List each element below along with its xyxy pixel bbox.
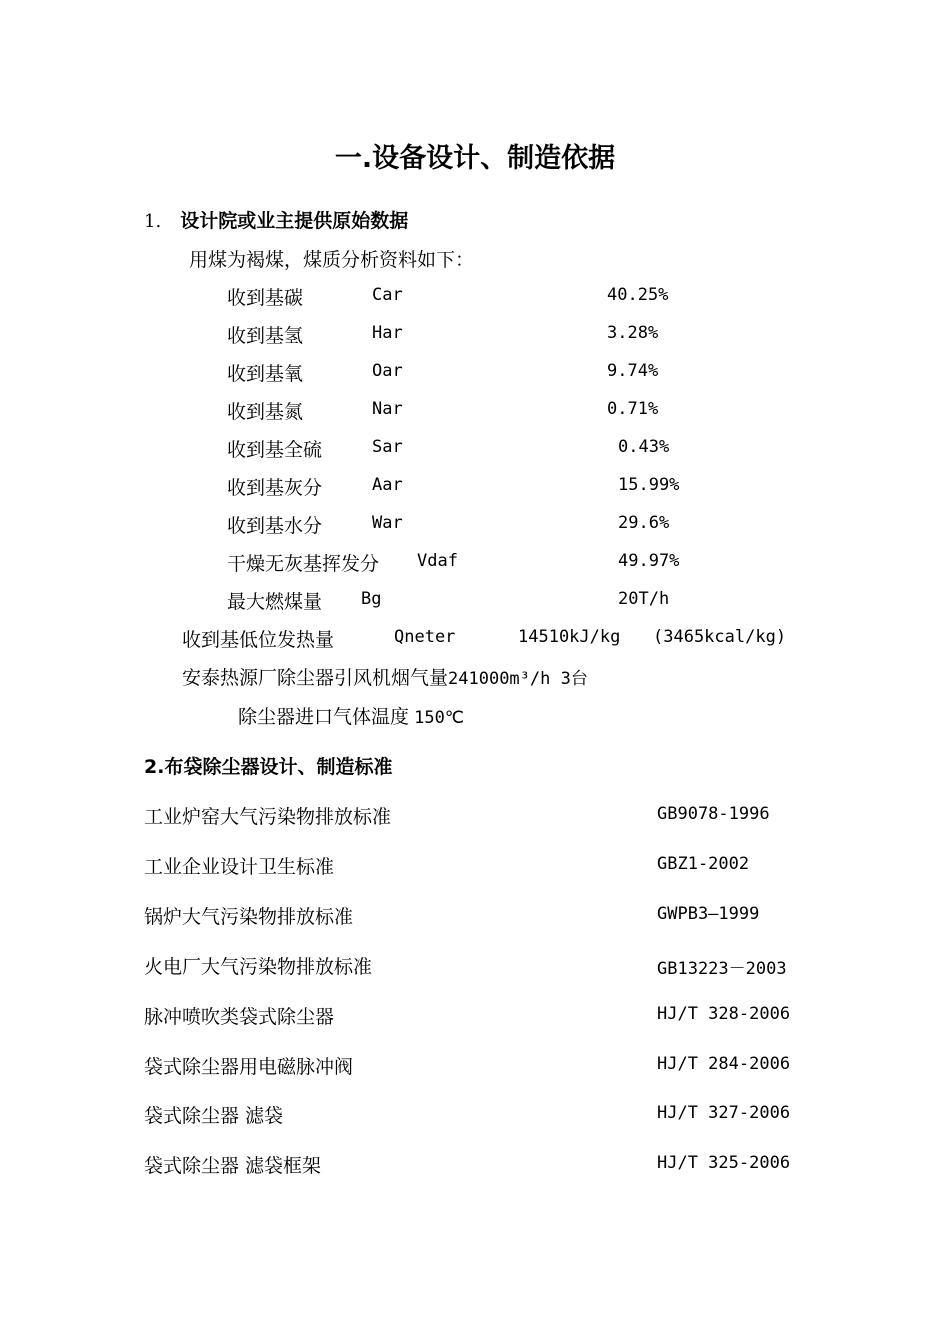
standard-code: HJ/T 328-2006 [657, 1004, 791, 1024]
standard-code: HJ/T 327-2006 [657, 1103, 791, 1123]
row-symbol: Car [372, 285, 403, 305]
row-value: 49.97% [618, 551, 680, 571]
standard-code: HJ/T 284-2006 [657, 1054, 791, 1074]
row-symbol: Oar [372, 361, 403, 381]
standard-name: 脉冲喷吹类袋式除尘器 [144, 1006, 335, 1028]
temp-line [238, 702, 464, 729]
fan-line [182, 663, 588, 690]
row-name: 收到基水分 [227, 515, 323, 537]
row-name: 收到基氧 [227, 363, 304, 385]
heat-symbol: Qneter [394, 627, 456, 647]
standard-code: GWPB3—1999 [657, 904, 760, 924]
row-name: 收到基碳 [227, 287, 304, 309]
page-title: 一.设备设计、制造依据 [334, 143, 616, 174]
row-symbol: Vdaf [417, 551, 458, 571]
heat-value: 14510kJ/kg [518, 627, 621, 647]
row-symbol: Sar [372, 437, 403, 457]
row-name: 收到基氮 [227, 401, 304, 423]
standard-code: GB13223－2003 [657, 959, 787, 979]
row-value: 15.99% [618, 475, 680, 495]
standard-name: 火电厂大气污染物排放标准 [144, 956, 373, 978]
row-symbol: War [372, 513, 403, 533]
row-value: 20T/h [618, 589, 670, 609]
row-value: 0.71% [607, 399, 659, 419]
row-value: 0.43% [618, 437, 670, 457]
standard-name: 袋式除尘器用电磁脉冲阀 [144, 1056, 354, 1078]
row-name: 收到基氢 [227, 325, 304, 347]
row-symbol: Aar [372, 475, 403, 495]
row-symbol: Bg [361, 589, 382, 609]
standard-name: 锅炉大气污染物排放标准 [144, 906, 354, 928]
standard-name: 工业炉窑大气污染物排放标准 [144, 806, 392, 828]
heat-alt-value: (3465kcal/kg) [653, 627, 787, 647]
temp-value: 150℃ [414, 708, 464, 728]
row-value: 29.6% [618, 513, 670, 533]
section2-heading: 2.布袋除尘器设计、制造标准 [144, 756, 393, 778]
temp-text: 除尘器进口气体温度 [238, 706, 410, 728]
coal-intro: 用煤为褐煤，煤质分析资料如下： [189, 249, 475, 271]
row-symbol: Har [372, 323, 403, 343]
standard-name: 工业企业设计卫生标准 [144, 856, 335, 878]
row-name: 收到基灰分 [227, 477, 323, 499]
row-name: 最大燃煤量 [227, 591, 323, 613]
section1-number: 1. [144, 211, 162, 232]
heat-name: 收到基低位发热量 [182, 629, 335, 651]
row-name: 干燥无灰基挥发分 [227, 553, 380, 575]
row-value: 3.28% [607, 323, 659, 343]
section1-heading: 设计院或业主提供原始数据 [180, 210, 409, 232]
fan-value: 241000m³/h 3台 [448, 669, 588, 689]
row-value: 9.74% [607, 361, 659, 381]
standard-code: GBZ1-2002 [657, 854, 750, 874]
section1-header [144, 206, 408, 233]
standard-name: 袋式除尘器 滤袋框架 [144, 1155, 322, 1177]
standard-name: 袋式除尘器 滤袋 [144, 1105, 284, 1127]
row-symbol: Nar [372, 399, 403, 419]
standard-code: HJ/T 325-2006 [657, 1153, 791, 1173]
standard-code: GB9078-1996 [657, 804, 770, 824]
fan-text: 安泰热源厂除尘器引风机烟气量 [182, 667, 449, 689]
row-name: 收到基全硫 [227, 439, 323, 461]
row-value: 40.25% [607, 285, 669, 305]
